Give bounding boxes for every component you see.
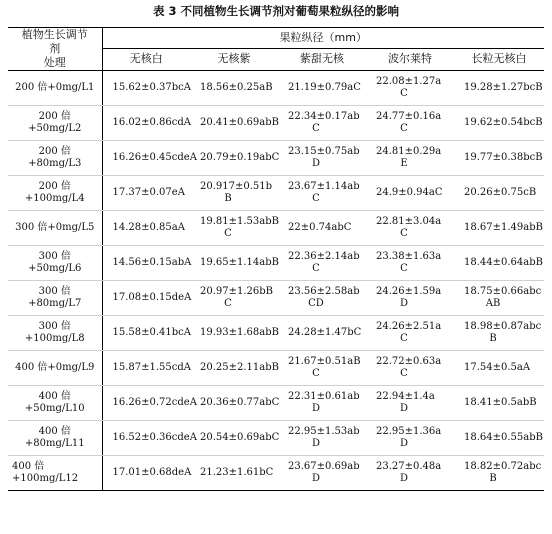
- value-cell: [366, 106, 454, 141]
- treatment-label-line: 300 倍+0mg/L5: [15, 221, 95, 233]
- value-cell: [190, 211, 278, 246]
- treatment-cell: [8, 421, 102, 456]
- value-text: 22.31±0.61ab: [288, 390, 360, 402]
- treatment-label-line: +100mg/L4: [24, 193, 85, 204]
- value-text: 18.67±1.49abB: [464, 221, 543, 233]
- fruit-length-table: [8, 27, 544, 491]
- value-text: 20.54±0.69abC: [200, 431, 280, 443]
- treatment-cell: [8, 351, 102, 386]
- value-cell: [454, 421, 544, 456]
- table-row: [8, 316, 544, 351]
- value-cell: [366, 211, 454, 246]
- value-text: 22.08±1.27a: [376, 75, 442, 87]
- value-text: 21.67±0.51aB: [288, 355, 361, 367]
- value-cell: [102, 281, 190, 316]
- significance-letter: C: [312, 263, 320, 274]
- significance-letter: C: [312, 123, 320, 134]
- value-cell: [366, 141, 454, 176]
- table-row: [8, 281, 544, 316]
- treatment-label-line: 200 倍: [38, 145, 71, 157]
- significance-letter: D: [311, 473, 321, 484]
- variety-header: 波尔莱特: [366, 48, 454, 70]
- value-text: 21.19±0.79aC: [288, 81, 361, 93]
- table-row: [8, 246, 544, 281]
- value-text: 15.87±1.55cdA: [112, 361, 191, 373]
- value-cell: [454, 246, 544, 281]
- value-cell: [278, 71, 366, 106]
- value-cell: [102, 456, 190, 491]
- value-text: 19.81±1.53abB: [200, 215, 279, 227]
- treatment-label-line: 200 倍: [38, 110, 71, 122]
- value-cell: [366, 281, 454, 316]
- value-text: 14.28±0.85aA: [112, 221, 185, 233]
- value-cell: [102, 421, 197, 456]
- value-cell: [190, 386, 278, 421]
- treatment-cell: [8, 211, 102, 246]
- treatment-cell: [8, 71, 102, 106]
- value-text: 20.97±1.26bB: [200, 285, 274, 297]
- table-row: [8, 351, 544, 386]
- treatment-cell: [8, 456, 102, 491]
- value-text: 24.9±0.94aC: [376, 186, 443, 198]
- value-cell: [366, 71, 454, 106]
- significance-letter: D: [399, 298, 409, 309]
- value-cell: [278, 351, 366, 386]
- treatment-label-line: 300 倍: [38, 285, 71, 297]
- variety-header: 长粒无核白: [454, 48, 544, 70]
- treatment-header-line: 剂: [49, 42, 61, 55]
- value-text: 20.79±0.19abC: [200, 151, 280, 163]
- table-row: [8, 421, 544, 456]
- value-text: 15.62±0.37bcA: [112, 81, 191, 93]
- significance-letter: C: [312, 368, 320, 379]
- value-text: 19.28±1.27bcB: [464, 81, 543, 93]
- value-cell: [190, 141, 278, 176]
- value-text: 22.95±1.53ab: [288, 425, 360, 437]
- significance-letter: C: [400, 333, 408, 344]
- significance-letter: D: [311, 403, 321, 414]
- treatment-label-line: +50mg/L6: [28, 263, 82, 274]
- treatment-label-line: 300 倍: [38, 250, 71, 262]
- value-cell: [102, 106, 190, 141]
- value-cell: [454, 351, 544, 386]
- treatment-label-line: 200 倍+0mg/L1: [15, 81, 95, 93]
- table-row: [8, 211, 544, 246]
- treatment-label-line: +50mg/L2: [28, 123, 82, 134]
- value-cell: [102, 211, 190, 246]
- table-row: [8, 456, 544, 491]
- treatment-label-line: +50mg/L10: [24, 403, 85, 414]
- value-cell: [454, 106, 544, 141]
- significance-letter: D: [399, 438, 409, 449]
- value-text: 22.36±2.14ab: [288, 250, 360, 262]
- significance-letter: C: [400, 263, 408, 274]
- value-text: 24.26±2.51a: [376, 320, 442, 332]
- significance-letter: B: [224, 193, 232, 204]
- treatment-label-line: +100mg/L8: [24, 333, 85, 344]
- value-text: 17.01±0.68deA: [112, 466, 192, 478]
- value-cell: [454, 71, 544, 106]
- value-cell: [102, 316, 190, 351]
- value-cell: [454, 281, 544, 316]
- significance-letter: C: [400, 228, 408, 239]
- value-text: 19.62±0.54bcB: [464, 116, 543, 128]
- value-text: 17.08±0.15deA: [112, 291, 192, 303]
- significance-letter: C: [400, 88, 408, 99]
- value-text: 24.26±1.59a: [376, 285, 442, 297]
- value-cell: [454, 386, 544, 421]
- value-cell: [366, 176, 454, 211]
- value-cell: [366, 246, 454, 281]
- table-caption: 表 3 不同植物生长调节剂对葡萄果粒纵径的影响: [152, 4, 399, 18]
- treatment-label-line: +80mg/L11: [24, 438, 85, 449]
- value-text: 23.38±1.63a: [376, 250, 442, 262]
- significance-letter: C: [224, 228, 232, 239]
- value-text: 17.54±0.5aA: [464, 361, 531, 373]
- value-text: 18.98±0.87abc: [464, 320, 542, 332]
- value-text: 22.72±0.63a: [376, 355, 442, 367]
- significance-letter: C: [312, 193, 320, 204]
- significance-letter: C: [224, 298, 232, 309]
- table-row: [8, 106, 544, 141]
- group-header: 果粒纵径（mm）: [102, 28, 544, 49]
- treatment-cell: [8, 106, 102, 141]
- value-text: 21.23±1.61bC: [200, 466, 274, 478]
- value-cell: [102, 141, 197, 176]
- treatment-header-line: 植物生长调节: [21, 28, 88, 41]
- treatment-label-line: +80mg/L3: [28, 158, 82, 169]
- significance-letter: AB: [485, 298, 501, 309]
- treatment-cell: [8, 176, 102, 211]
- value-cell: [454, 316, 544, 351]
- value-text: 18.82±0.72abc: [464, 460, 542, 472]
- treatment-label-line: 400 倍+0mg/L9: [15, 361, 95, 373]
- significance-letter: CD: [308, 298, 324, 309]
- value-cell: [102, 246, 190, 281]
- value-text: 18.56±0.25aB: [200, 81, 273, 93]
- treatment-header: [8, 28, 102, 71]
- value-cell: [102, 71, 190, 106]
- value-text: 19.77±0.38bcB: [464, 151, 543, 163]
- table-row: [8, 176, 544, 211]
- variety-header: 无核紫: [190, 48, 278, 70]
- significance-letter: D: [311, 438, 321, 449]
- value-cell: [190, 316, 278, 351]
- value-text: 22.81±3.04a: [376, 215, 442, 227]
- value-text: 23.15±0.75ab: [288, 145, 360, 157]
- treatment-label-line: 400 倍: [38, 425, 71, 437]
- treatment-cell: [8, 281, 102, 316]
- value-cell: [454, 176, 544, 211]
- treatment-label-line: 400 倍: [38, 390, 71, 402]
- value-cell: [366, 351, 454, 386]
- significance-letter: D: [399, 473, 409, 484]
- value-cell: [278, 456, 366, 491]
- treatment-cell: [8, 246, 102, 281]
- value-text: 24.28±1.47bC: [288, 326, 362, 338]
- value-text: 18.41±0.5abB: [464, 396, 537, 408]
- treatment-label-line: 300 倍: [38, 320, 71, 332]
- value-cell: [190, 106, 278, 141]
- value-text: 16.26±0.45cdeA: [112, 151, 197, 163]
- treatment-label-line: 200 倍: [38, 180, 71, 192]
- value-cell: [278, 211, 366, 246]
- value-text: 23.67±0.69ab: [288, 460, 360, 472]
- treatment-cell: [8, 386, 102, 421]
- value-text: 14.56±0.15abA: [112, 256, 192, 268]
- value-cell: [366, 386, 454, 421]
- value-cell: [366, 421, 454, 456]
- value-text: 16.26±0.72cdeA: [112, 396, 197, 408]
- table-row: [8, 386, 544, 421]
- value-cell: [366, 456, 454, 491]
- value-cell: [278, 106, 366, 141]
- value-cell: [454, 456, 544, 491]
- value-cell: [190, 176, 278, 211]
- value-cell: [278, 141, 366, 176]
- significance-letter: B: [489, 333, 497, 344]
- value-text: 22.34±0.17ab: [288, 110, 360, 122]
- value-text: 20.41±0.69abB: [200, 116, 279, 128]
- value-text: 17.37±0.07eA: [112, 186, 185, 198]
- table-row: [8, 141, 544, 176]
- treatment-label-line: 400 倍: [12, 460, 45, 472]
- value-text: 18.44±0.64abB: [464, 256, 543, 268]
- significance-letter: B: [489, 473, 497, 484]
- value-cell: [190, 246, 278, 281]
- treatment-cell: [8, 141, 102, 176]
- value-text: 20.36±0.77abC: [200, 396, 280, 408]
- value-cell: [278, 246, 366, 281]
- value-text: 15.58±0.41bcA: [112, 326, 191, 338]
- significance-letter: C: [400, 368, 408, 379]
- value-text: 19.93±1.68abB: [200, 326, 279, 338]
- value-text: 20.917±0.51b: [200, 180, 273, 192]
- value-text: 18.75±0.66abc: [464, 285, 542, 297]
- value-cell: [278, 421, 366, 456]
- significance-letter: D: [399, 403, 409, 414]
- significance-letter: C: [400, 123, 408, 134]
- value-cell: [190, 421, 278, 456]
- value-text: 20.26±0.75cB: [464, 186, 537, 198]
- treatment-label-line: +100mg/L12: [12, 473, 79, 484]
- value-cell: [454, 211, 544, 246]
- value-cell: [278, 316, 366, 351]
- table-row: [8, 71, 544, 106]
- value-text: 22.94±1.4a: [376, 390, 435, 402]
- value-cell: [190, 456, 278, 491]
- value-text: 23.56±2.58ab: [288, 285, 360, 297]
- treatment-cell: [8, 316, 102, 351]
- value-text: 22±0.74abC: [288, 221, 352, 233]
- variety-header: 紫甜无核: [278, 48, 366, 70]
- value-text: 24.77±0.16a: [376, 110, 442, 122]
- significance-letter: D: [311, 158, 321, 169]
- significance-letter: E: [400, 158, 408, 169]
- value-cell: [102, 176, 190, 211]
- treatment-label-line: +80mg/L7: [28, 298, 82, 309]
- value-text: 16.02±0.86cdA: [112, 116, 191, 128]
- value-cell: [190, 351, 278, 386]
- value-text: 20.25±2.11abB: [200, 361, 279, 373]
- value-cell: [102, 386, 197, 421]
- value-cell: [278, 176, 366, 211]
- value-text: 22.95±1.36a: [376, 425, 442, 437]
- treatment-header-line: 处理: [43, 56, 66, 69]
- value-cell: [278, 386, 366, 421]
- value-cell: [366, 316, 454, 351]
- value-cell: [190, 71, 278, 106]
- value-text: 19.65±1.14abB: [200, 256, 279, 268]
- value-text: 18.64±0.55abB: [464, 431, 543, 443]
- value-text: 23.27±0.48a: [376, 460, 442, 472]
- value-text: 23.67±1.14ab: [288, 180, 360, 192]
- value-cell: [102, 351, 190, 386]
- variety-header: 无核白: [102, 48, 190, 70]
- value-text: 16.52±0.36cdeA: [112, 431, 197, 443]
- value-cell: [278, 281, 366, 316]
- table-body: [8, 71, 544, 491]
- value-cell: [190, 281, 278, 316]
- value-cell: [454, 141, 544, 176]
- value-text: 24.81±0.29a: [376, 145, 442, 157]
